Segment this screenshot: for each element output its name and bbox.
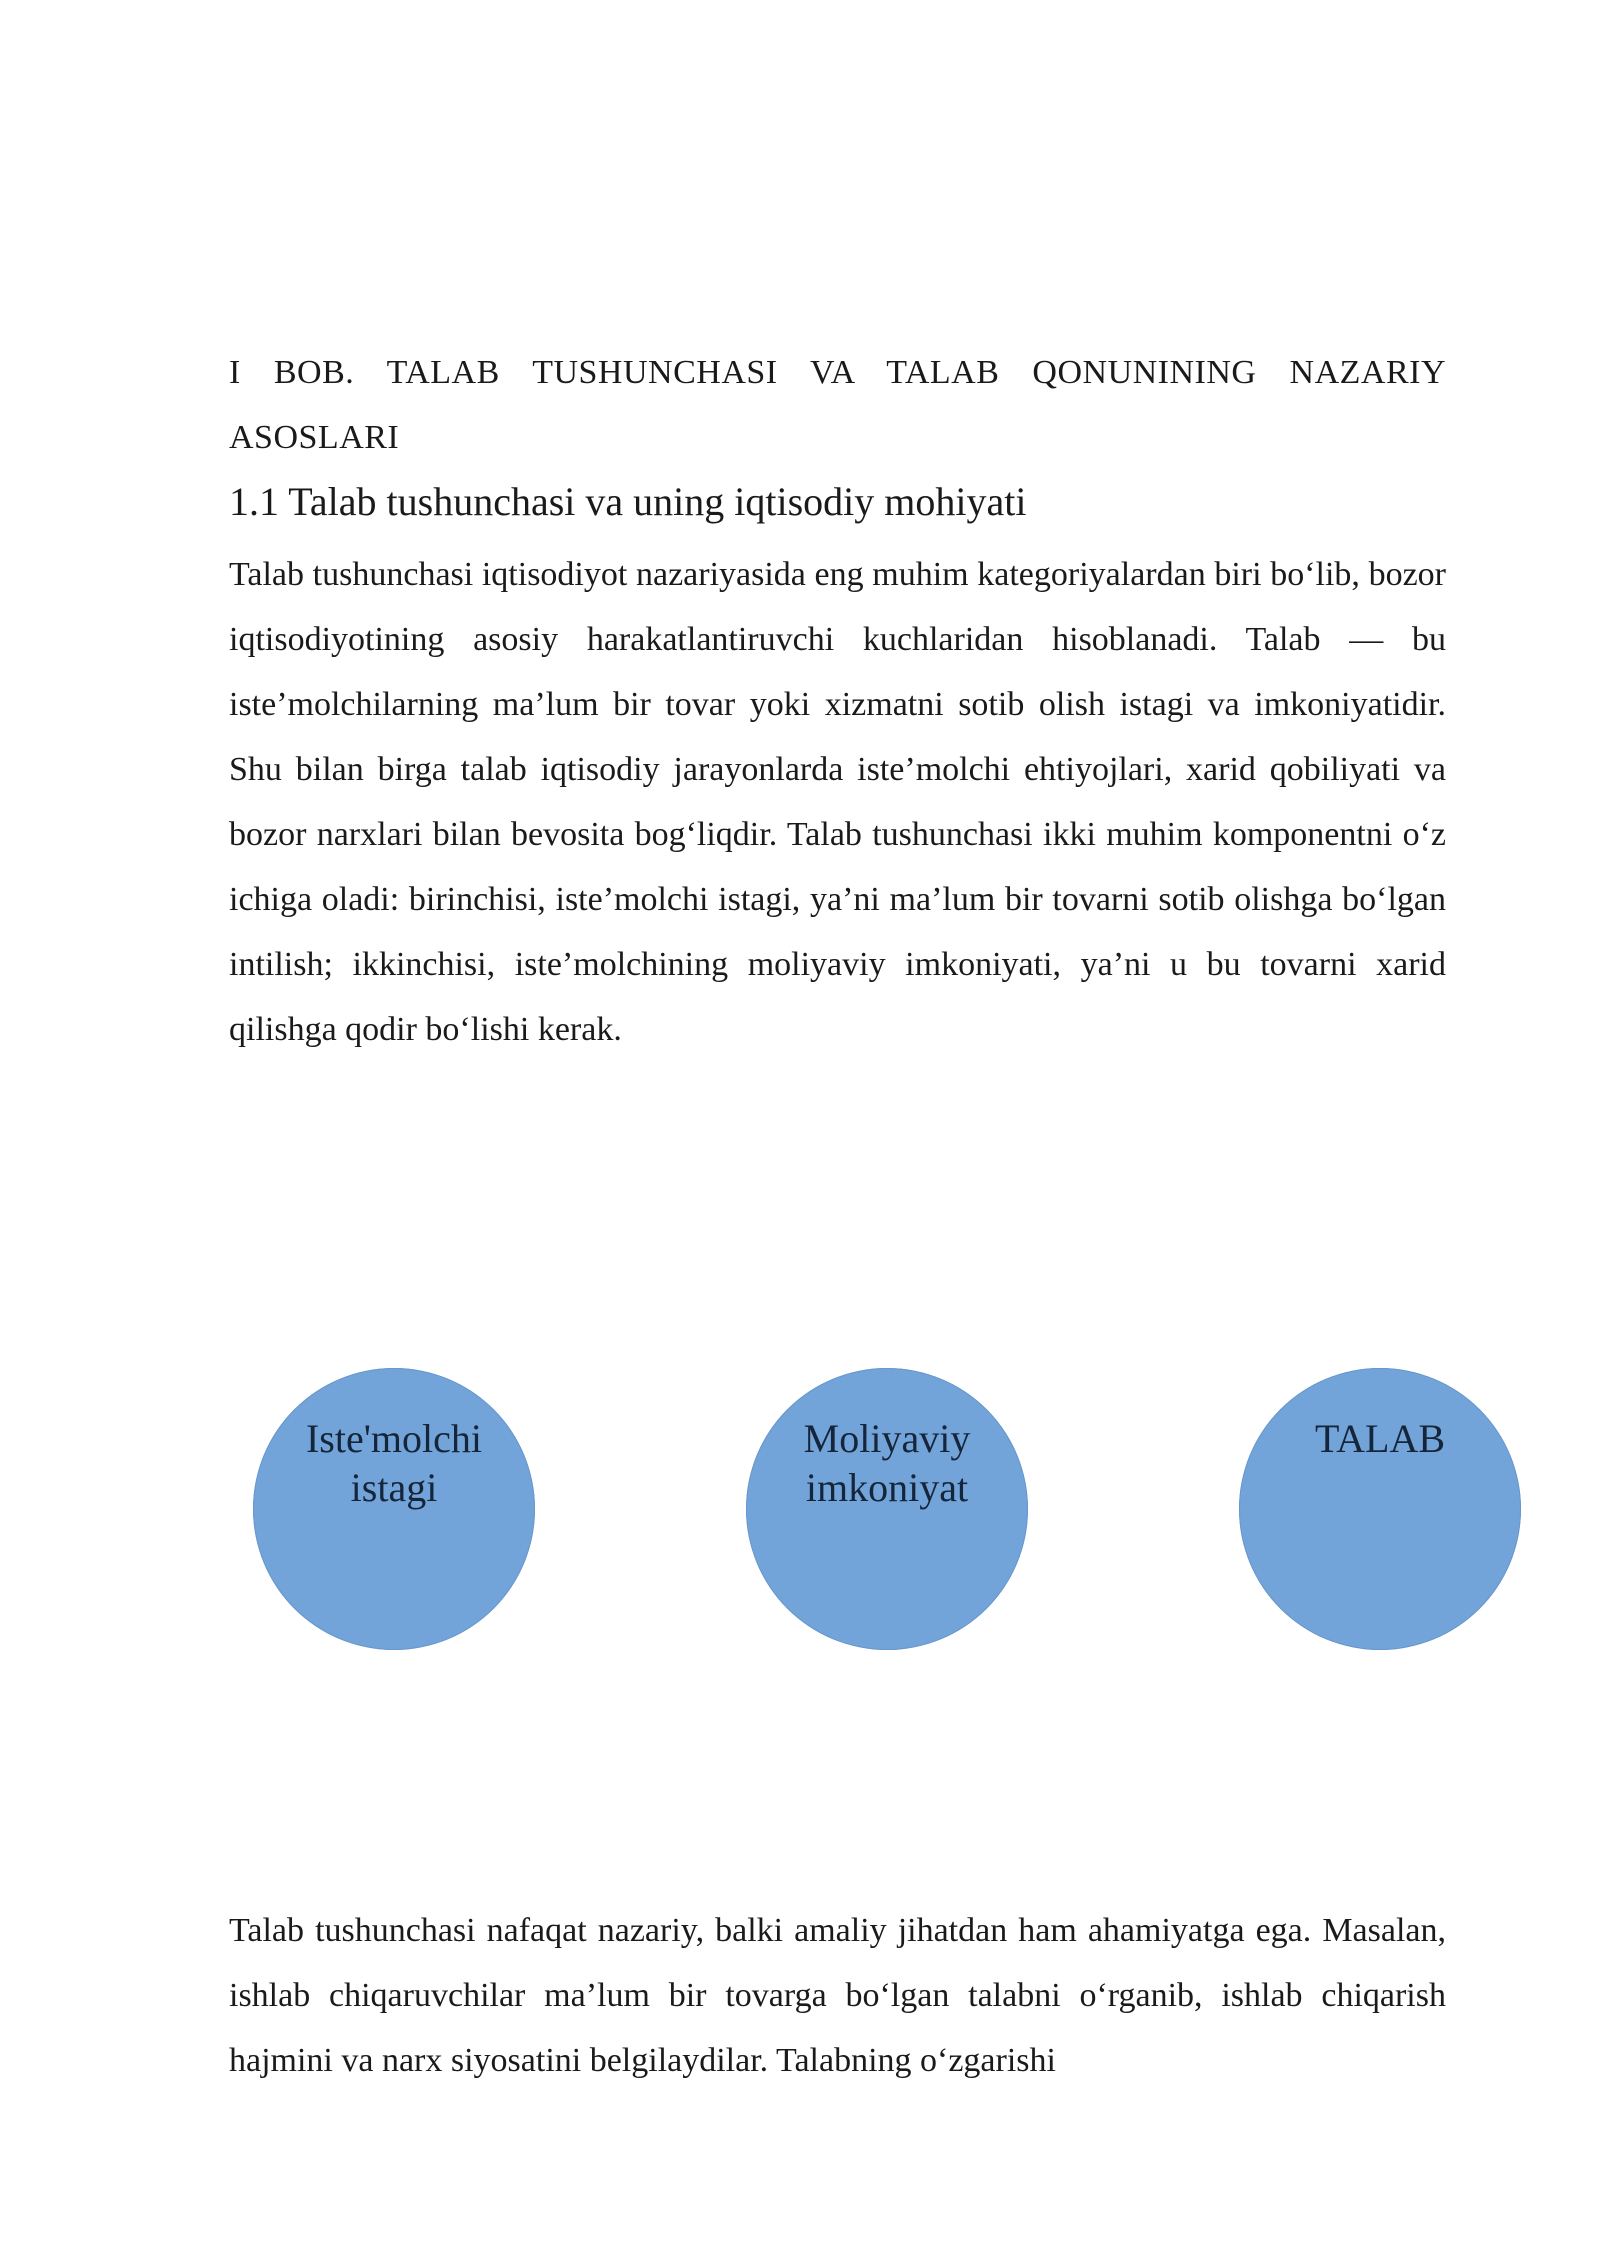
paragraph-2: Talab tushunchasi nafaqat nazariy, balki amaliy jihatdan ham ahamiyatga ega. Masalan, ishlab chiqaruvchilar ma’lum bir tovarga bo‘lgan talabni o‘rganib, ishlab chiqarish hajmini va narx siyosatini belgilaydilar. Talabning o‘zgarishi (229, 1912, 1446, 2079)
circle-label: Iste'molchi istagi (305, 1416, 483, 1510)
circle-demand (1239, 1368, 1521, 1650)
paragraph-1: Talab tushunchasi iqtisodiyot nazariyasida eng muhim kategoriyalardan biri bo‘lib, bozor iqtisodiyotining asosiy harakatlantiruvchi kuchlaridan hisoblanadi. Talab — bu iste’molchilarning ma’lum bir tovar yoki xizmatni sotib olish istagi va imkoniyatidir. Shu bilan birga talab iqtisodiy jarayonlarda iste’molchi ehtiyojlari, xarid qobiliyati va bozor narxlari bilan bevosita bog‘liqdir. Talab tushunchasi ikki muhim komponentni o‘z ichiga oladi: birinchisi, iste’molchi istagi, ya’ni ma’lum bir tovarni sotib olishga bo‘lgan intilish; ikkinchisi, iste’molchining moliyaviy imkoniyati, ya’ni u bu tovarni xarid qilishga qodir bo‘lishi kerak. (229, 556, 1446, 1048)
circle-label: Moliyaviy imkoniyat (803, 1416, 971, 1510)
circle-financial-ability (746, 1368, 1028, 1650)
chapter-title: I BOB. TALAB TUSHUNCHASI VA TALAB QONUNINING NAZARIY ASOSLARI (229, 354, 1446, 456)
circle-consumer-desire (253, 1368, 535, 1650)
section-title: 1.1 Talab tushunchasi va uning iqtisodiy mohiyati (229, 479, 1027, 524)
circle-label: TALAB (1314, 1416, 1446, 1461)
